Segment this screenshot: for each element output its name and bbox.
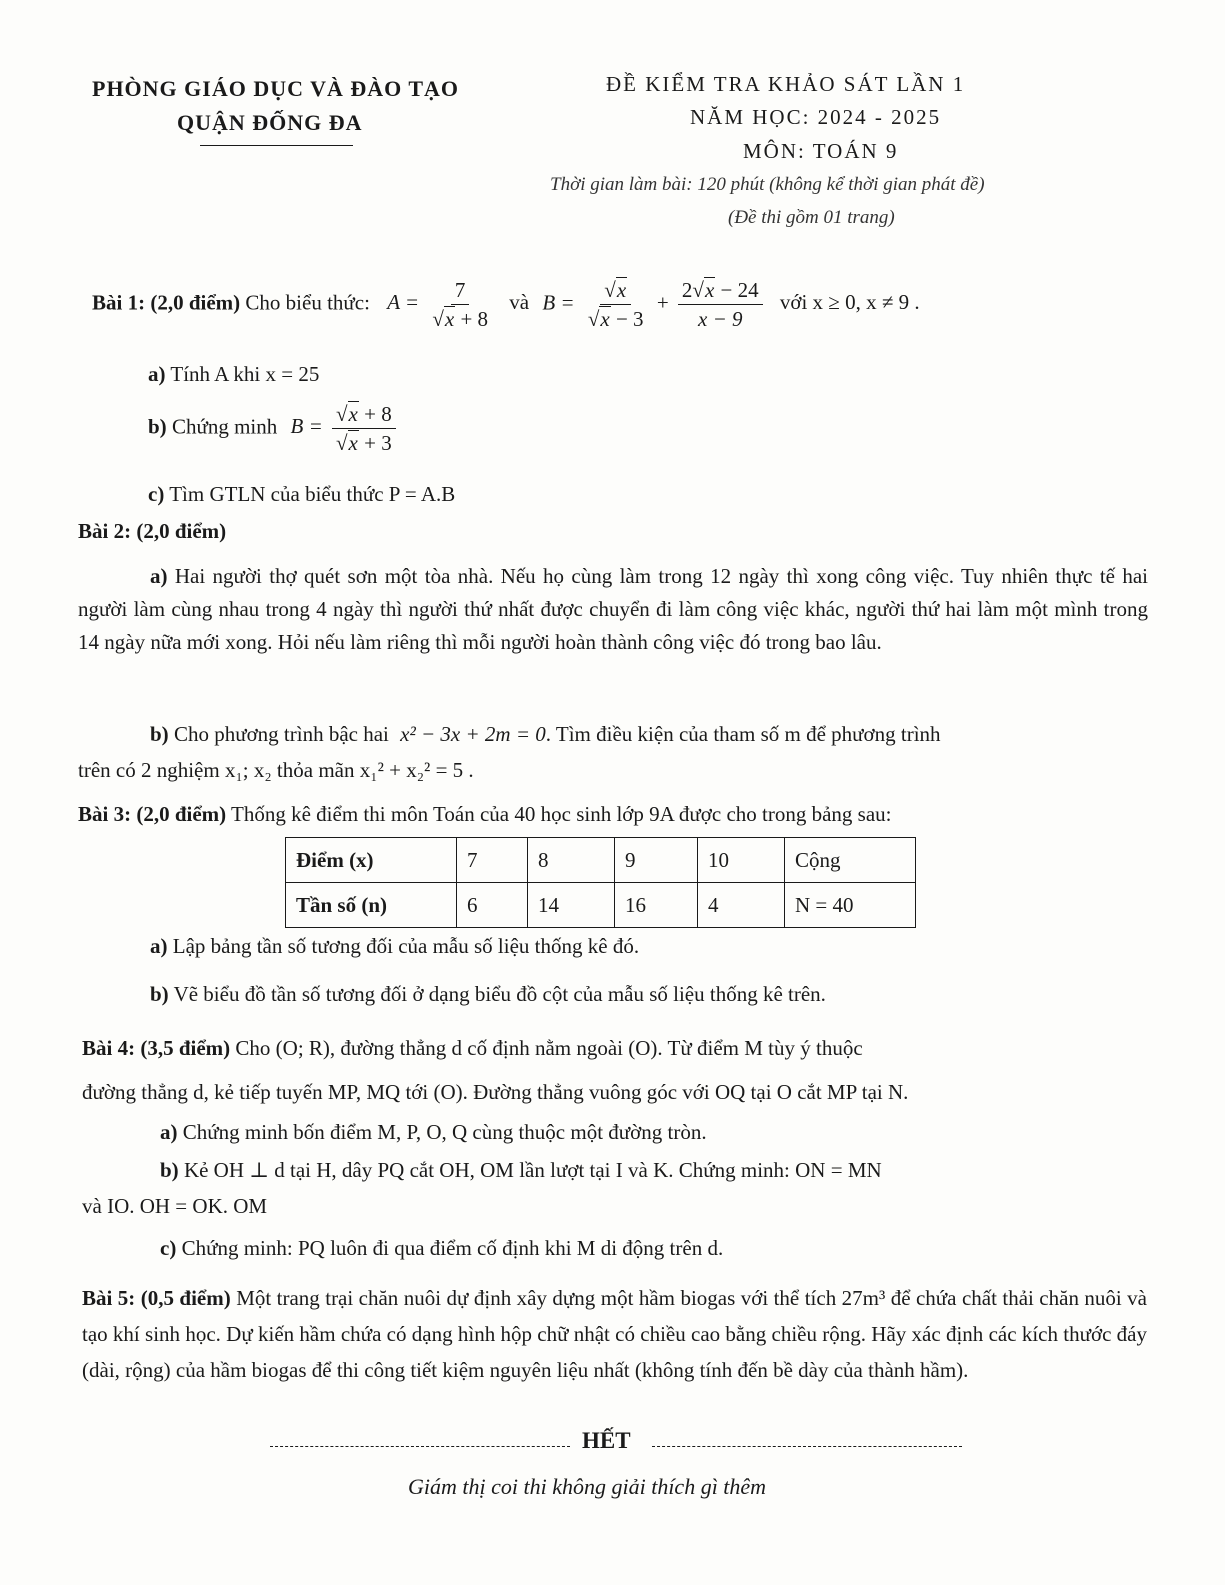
end-line-right xyxy=(652,1446,962,1447)
subject: MÔN: TOÁN 9 xyxy=(743,139,899,163)
bai4-question-a: a) Chứng minh bốn điểm M, P, O, Q cùng thuộc một đường tròn. xyxy=(160,1120,707,1144)
table-cell: 16 xyxy=(615,883,698,928)
table-cell: 7 xyxy=(457,838,528,883)
bai4-line1: Bài 4: (3,5 điểm) Cho (O; R), đường thẳng d cố định nằm ngoài (O). Từ điểm M tùy ý thuộc xyxy=(82,1036,863,1060)
end-marker: HẾT xyxy=(582,1428,631,1453)
bai1-title: Bài 1: (2,0 điểm) xyxy=(92,290,241,315)
table-cell: 4 xyxy=(698,883,785,928)
proctor-note: Giám thị coi thi không giải thích gì thêm xyxy=(408,1474,767,1499)
expr-a-label: A = xyxy=(387,290,420,315)
bai4-line2: đường thẳng d, kẻ tiếp tuyến MP, MQ tới (O). Đường thẳng vuông góc với OQ tại O cắt MP tại N. xyxy=(82,1080,909,1104)
expr-b-fraction-1: $\frac{√x}{√x - 3}$ xyxy=(587,278,644,331)
bai4-question-b: b) Kẻ OH ⊥ d tại H, dây PQ cắt OH, OM lần lượt tại I và K. Chứng minh: ON = MN xyxy=(160,1158,882,1182)
bai2-question-b: b) Cho phương trình bậc hai x² − 3x + 2m = 0. Tìm điều kiện của tham số m để phương trình xyxy=(150,722,941,746)
bai3-title: Bài 3: (2,0 điểm) xyxy=(78,802,227,826)
bai3-question-b: b) Vẽ biểu đồ tần số tương đối ở dạng biểu đồ cột của mẫu số liệu thống kê trên. xyxy=(150,982,826,1006)
time-limit: Thời gian làm bài: 120 phút (không kể thời gian phát đề) xyxy=(550,174,985,195)
end-line-left xyxy=(270,1446,570,1447)
table-cell: 8 xyxy=(528,838,615,883)
bai5-paragraph: Bài 5: (0,5 điểm) Một trang trại chăn nuôi dự định xây dựng một hầm biogas với thể tích 27m³ để chứa chất thải chăn nuôi và tạo khí sinh học. Dự kiến hầm chứa có dạng hình hộp chữ nhật có chiều cao bằng chiều rộng. Hãy xác định các kích thước đáy (dài, rộng) của hầm biogas để thi công tiết kiệm nguyên liệu nhất (không tính đến bề dày của thành hầm). xyxy=(82,1286,1147,1382)
table-cell: Điểm (x) xyxy=(286,838,457,883)
bai3-intro: Thống kê điểm thi môn Toán của 40 học sinh lớp 9A được cho trong bảng sau: xyxy=(231,802,892,826)
table-row xyxy=(286,883,916,928)
bai1-question-c: c) Tìm GTLN của biểu thức P = A.B xyxy=(148,482,456,506)
table-cell: Tần số (n) xyxy=(286,883,457,928)
table-cell: 9 xyxy=(615,838,698,883)
table-row xyxy=(286,838,916,883)
bai2-question-a: a) Hai người thợ quét sơn một tòa nhà. Nếu họ cùng làm trong 12 ngày thì xong công việc. Tuy nhiên thực tế hai người làm cùng nhau trong 4 ngày thì người thứ nhất được chuyển đi làm công việc khác, người thứ hai làm một mình trong 14 ngày nữa mới xong. Hỏi nếu làm riêng thì mỗi người hoàn thành công việc đó trong bao lâu. xyxy=(78,564,1148,654)
office-name: PHÒNG GIÁO DỤC VÀ ĐÀO TẠO xyxy=(92,76,460,101)
bai4-title: Bài 4: (3,5 điểm) xyxy=(82,1036,231,1060)
table-cell: 10 xyxy=(698,838,785,883)
expr-a-fraction: $\frac{7}{√x + 8}$ xyxy=(432,278,489,331)
and-word: và xyxy=(509,290,530,315)
bai3-line xyxy=(78,798,892,831)
bai4-question-c: c) Chứng minh: PQ luôn đi qua điểm cố định khi M di động trên d. xyxy=(160,1236,724,1260)
score-frequency-table xyxy=(285,837,916,928)
expr-b-label: B = xyxy=(542,290,575,315)
exam-title: ĐỀ KIỂM TRA KHẢO SÁT LẦN 1 xyxy=(606,72,966,96)
bai5-title: Bài 5: (0,5 điểm) xyxy=(82,1286,231,1310)
domain-condition: với x ≥ 0, x ≠ 9 . xyxy=(779,290,920,315)
bai1-question-a: a) Tính A khi x = 25 xyxy=(148,362,320,386)
page-count: (Đề thi gồm 01 trang) xyxy=(728,207,895,228)
bai3-question-a: a) Lập bảng tần số tương đối của mẫu số liệu thống kê đó. xyxy=(150,934,640,958)
header-underline xyxy=(200,145,353,146)
district-name: QUẬN ĐỐNG ĐA xyxy=(177,110,363,135)
bai1-line xyxy=(92,278,920,331)
table-cell: N = 40 xyxy=(785,883,916,928)
plus-sign: + xyxy=(656,290,669,315)
table-cell: Cộng xyxy=(785,838,916,883)
bai1-intro: Cho biểu thức: xyxy=(245,290,370,315)
qb-fraction: $\frac{√x + 8}{√x + 3}$ xyxy=(332,402,396,455)
school-year: NĂM HỌC: 2024 - 2025 xyxy=(690,105,942,129)
table-cell: 6 xyxy=(457,883,528,928)
bai2-title: Bài 2: (2,0 điểm) xyxy=(78,519,227,543)
bai4-question-b-cont: và IO. OH = OK. OM xyxy=(82,1194,268,1218)
table-cell: 14 xyxy=(528,883,615,928)
expr-b-fraction-2: $\frac{2√x - 24}{x - 9}$ xyxy=(678,278,763,331)
bai1-question-b: b) Chứng minh B = $\frac{√x + 8}{√x + 3}$ xyxy=(148,402,400,455)
quadratic-equation: x² − 3x + 2m = 0 xyxy=(400,722,546,746)
bai2-question-b-cont: trên có 2 nghiệm x₁; x₂ thỏa mãn x₁² + x₂² = 5 . xyxy=(78,758,474,782)
